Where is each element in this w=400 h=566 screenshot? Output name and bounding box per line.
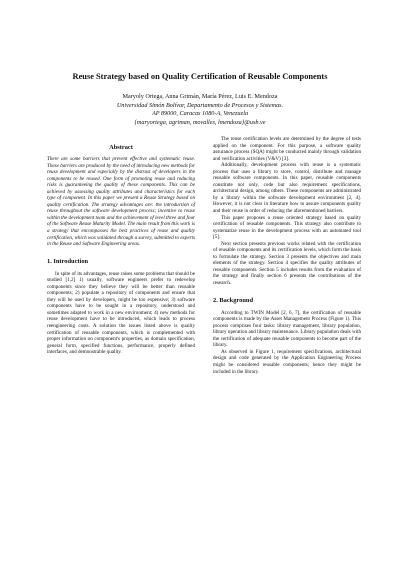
paragraph-outline: Next section presents previous works related with the certification of reusable components and its certification levels, which form the basis to formulate the strategy. Section 3 presents the objectives and main elements of the strategy. Section 4 specifies the quality attributes of reusable components. Section 5 includes results from the evaluation of the strategy and finally section 6 presents the contributions of the research.	[213, 240, 361, 287]
introduction-heading: 1. Introduction	[47, 257, 89, 265]
author-affiliation: Universidad Simón Bolívar, Departamento de Procesos y Sistemas.	[116, 101, 284, 109]
author-names: Maryoly Ortega, Anna Grimán, María Pérez, Luis E. Mendoza	[122, 93, 278, 100]
abstract-text: There are some barriers that prevent effective and systematic reuse. These barriers are produced by the need of introducing new methods for reuse development and especially by the distrust of developers in the components to be reused. One form of promoting reuse and reducing risks is guaranteeing the quality of these components. This can be achieved by assessing quality attributes and characteristics for each type of component. In this paper we present a Reuse Strategy based on quality certification. The strategy advantages are: the introduction of reuse throughout the software development process; incentive to reuse within the development team and the achievement of level three and four of the Software Reuse Maturity Model. The main result from this work is a strategy that encompasses the best practices of reuse and quality certification, which was validated through a survey, submitted to experts in the Reuse and Software Engineering areas.	[47, 156, 195, 248]
introduction-paragraph: In spite of its advantages, reuse raises some problems that should be studied [1,2] 1) usually, software engineers prefer to redevelop components since they believe they will be better than reusable components; 2) populate a repository of components and ensure that they will be used by developers, might be too expensive; 3) software components have to be sought in a repository, understood and sometimes adapted to work in a new environment; 4) new methods for reuse development have to be introduced, which leads to process reengineering costs. A solution the issues listed above is quality certification of reusable components, which is complemented with proper information on component's properties, as domain specification, general form, specified functions, performance, properly defined interfaces, and demonstrable quality.	[47, 270, 195, 356]
paragraph-proposal: This paper proposes a reuse oriented strategy based on quality certification of reusable components. This strategy also contribute to systematize reuse in the development process with an automated tool [5].	[213, 214, 361, 241]
author-emails: {maryortega, agriman, movalles, lmendoza}@usb.ve	[134, 118, 266, 126]
paragraph-development-process: Additionally, development process with reuse is a systematic process that uses a library to store, control, distribute and manage reusable software components. In this paper, reusable components constitute not only, code but also requirement specifications, architectural design, among others. These components are administrated by a library within the software development environment [2, 4]. However, it is not clear in literature how to assure components quality and their reuse in order of reducing the aforementioned barriers.	[213, 162, 361, 215]
background-paragraph-2: As observed in Figure 1, requirement specifications, architectural design and code generated by the Application Engineering Process might be considered reusable components; hence they might be included in the library.	[213, 348, 361, 375]
left-column	[47, 144, 195, 356]
background-heading: 2. Background	[213, 296, 254, 304]
background-paragraph-1: According to TWIN Model [2, 6, 7], the certification of reusable components is made by the Asset Management Process (Figure 1). This process comprises four tasks: library management, library population, library operation and library maintenance. Library population deals with the certification of adequate reusable components to become part of the library.	[213, 309, 361, 349]
author-address: AP 89000, Caracas 1080-A, Venezuela	[151, 110, 249, 118]
paper-title: Reuse Strategy based on Quality Certification of Reusable Components	[72, 72, 328, 81]
author-block	[0, 93, 400, 127]
right-column	[213, 136, 361, 375]
abstract-heading: Abstract	[109, 144, 133, 151]
paragraph-certification-levels: The reuse certification levels are determined by the degree of tests applied on the component. For this purpose, a software quality assurance process (SQA) might be conducted mainly through validation and verification activities (V&V) [3].	[213, 136, 361, 162]
